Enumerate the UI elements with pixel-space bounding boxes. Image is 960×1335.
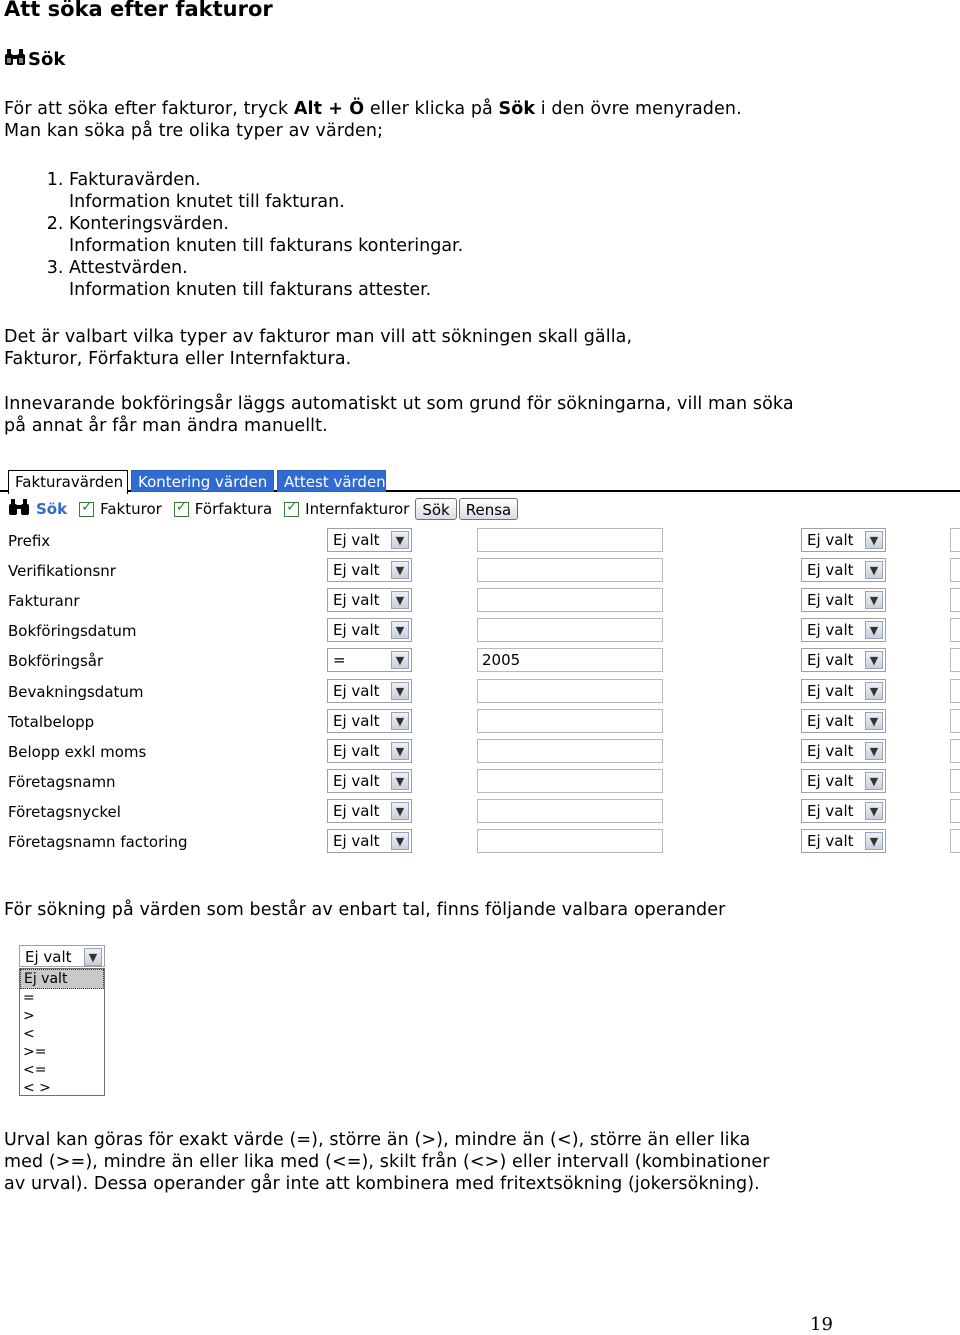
- operators-intro: För sökning på värden som består av enbart tal, finns följande valbara operander: [4, 900, 726, 920]
- operator-select-value: Ej valt: [807, 771, 854, 790]
- sok-heading: [4, 48, 65, 71]
- intro-line1: För att söka efter fakturor, tryck Alt + Ö eller klicka på Sök i den övre menyraden.: [4, 99, 742, 119]
- operator-option[interactable]: < >: [23, 1080, 51, 1096]
- operator-option[interactable]: <=: [23, 1062, 47, 1078]
- operator-option[interactable]: <: [23, 1026, 35, 1042]
- operator-select-value: =: [333, 651, 346, 670]
- operator-select[interactable]: [327, 829, 412, 853]
- operator-select-value: Ej valt: [333, 621, 380, 640]
- operator-select-value: Ej valt: [333, 711, 380, 730]
- criteria-row: [0, 829, 960, 859]
- operator-option[interactable]: =: [23, 990, 35, 1006]
- operator-select-secondary[interactable]: [801, 829, 886, 853]
- chevron-down-icon[interactable]: ▼: [865, 531, 883, 549]
- operator-select-secondary[interactable]: [801, 618, 886, 642]
- operator-select[interactable]: [327, 709, 412, 733]
- criteria-label: Prefix: [8, 532, 51, 550]
- operator-select-secondary[interactable]: [801, 528, 886, 552]
- operator-select-value: Ej valt: [333, 741, 380, 760]
- operator-select-secondary[interactable]: [801, 558, 886, 582]
- checkbox-label: Förfaktura: [194, 500, 273, 518]
- operator-select[interactable]: [327, 769, 412, 793]
- criteria-row: [0, 648, 960, 678]
- chevron-down-icon[interactable]: ▼: [391, 712, 409, 730]
- criteria-value-input-secondary[interactable]: [950, 829, 960, 853]
- clear-button[interactable]: Rensa: [459, 498, 519, 520]
- criteria-row: [0, 769, 960, 799]
- chevron-down-icon[interactable]: ▼: [391, 621, 409, 639]
- criteria-value-input[interactable]: [477, 679, 663, 703]
- chevron-down-icon[interactable]: ▼: [391, 742, 409, 760]
- criteria-value-input-secondary[interactable]: [950, 769, 960, 793]
- chevron-down-icon[interactable]: ▼: [865, 621, 883, 639]
- checkbox-forfaktura[interactable]: [174, 502, 189, 517]
- operator-select-value: Ej valt: [333, 561, 380, 580]
- operator-select-value: Ej valt: [807, 651, 854, 670]
- operator-select[interactable]: [327, 528, 412, 552]
- operator-select[interactable]: [327, 679, 412, 703]
- criteria-value-input[interactable]: [477, 799, 663, 823]
- criteria-label: Totalbelopp: [8, 712, 95, 731]
- chevron-down-icon[interactable]: ▼: [865, 651, 883, 669]
- operator-option[interactable]: >: [23, 1008, 35, 1024]
- intro-line2: Man kan söka på tre olika typer av värden;: [4, 121, 384, 141]
- year-line1: Innevarande bokföringsår läggs automatiskt ut som grund för sökningarna, vill man söka: [4, 394, 794, 414]
- criteria-row: [0, 618, 960, 648]
- operator-select-value: Ej valt: [807, 561, 854, 580]
- criteria-label: Bokföringsår: [8, 652, 104, 671]
- operator-select-value: Ej valt: [807, 711, 854, 730]
- chevron-down-icon[interactable]: ▼: [391, 651, 409, 669]
- checkbox-label: Fakturor: [100, 500, 162, 518]
- criteria-row: [0, 679, 960, 709]
- operator-select[interactable]: [327, 618, 412, 642]
- criteria-value-input-secondary[interactable]: [950, 618, 960, 642]
- chevron-down-icon[interactable]: ▼: [865, 712, 883, 730]
- chevron-down-icon[interactable]: ▼: [391, 802, 409, 820]
- criteria-value-input-secondary[interactable]: [950, 679, 960, 703]
- criteria-value-input-secondary[interactable]: [950, 709, 960, 733]
- operator-select-value: Ej valt: [807, 741, 854, 760]
- criteria-label: Bevakningsdatum: [8, 682, 144, 701]
- chevron-down-icon[interactable]: ▼: [865, 772, 883, 790]
- criteria-value-input[interactable]: [477, 769, 663, 793]
- checkbox-label: Internfakturor: [305, 500, 410, 518]
- invoice-types-line2: Fakturor, Förfaktura eller Internfaktura.: [4, 349, 352, 369]
- criteria-row: [0, 799, 960, 829]
- operator-select-value: Ej valt: [333, 771, 380, 790]
- page-title: Att söka efter fakturor: [4, 0, 273, 21]
- binoculars-icon: [8, 498, 30, 520]
- criteria-value-input-secondary[interactable]: [950, 588, 960, 612]
- criteria-value-input[interactable]: [477, 588, 663, 612]
- operator-select-secondary[interactable]: [801, 588, 886, 612]
- binoculars-icon: [4, 48, 26, 71]
- final-line1: Urval kan göras för exakt värde (=), större än (>), mindre än (<), större än eller lika: [4, 1130, 751, 1150]
- operator-select-secondary[interactable]: [801, 739, 886, 763]
- operator-option[interactable]: >=: [23, 1044, 47, 1060]
- operator-select-value: Ej valt: [333, 531, 380, 549]
- operator-select-value: Ej valt: [807, 681, 854, 700]
- operator-select-value: Ej valt: [807, 801, 854, 820]
- criteria-label: Företagsnamn factoring: [8, 833, 188, 851]
- operator-select[interactable]: [19, 945, 105, 967]
- chevron-down-icon[interactable]: ▼: [865, 742, 883, 760]
- criteria-label: Verifikationsnr: [8, 562, 116, 581]
- criteria-row: [0, 558, 960, 588]
- criteria-label: Företagsnamn: [8, 772, 116, 791]
- criteria-row: [0, 528, 960, 558]
- chevron-down-icon[interactable]: ▼: [865, 682, 883, 700]
- criteria-value-input[interactable]: [477, 739, 663, 763]
- search-button[interactable]: Sök: [415, 498, 456, 520]
- final-line3: av urval). Dessa operander går inte att kombinera med fritextsökning (jokersökning).: [4, 1174, 760, 1194]
- criteria-value-input-secondary[interactable]: [950, 799, 960, 823]
- criteria-row: [0, 739, 960, 769]
- tab-kontering-varden[interactable]: Kontering värden: [131, 470, 274, 492]
- value-types-list: [0, 169, 463, 301]
- operator-select-value: Ej valt: [333, 801, 380, 820]
- operator-select-value: Ej valt: [333, 591, 380, 610]
- operator-select-secondary[interactable]: [801, 648, 886, 672]
- operator-select-value: Ej valt: [807, 591, 854, 610]
- criteria-value-input[interactable]: 2005: [477, 648, 663, 672]
- criteria-value-input-secondary[interactable]: [950, 558, 960, 582]
- criteria-label: Företagsnyckel: [8, 802, 121, 821]
- criteria-label: Fakturanr: [8, 592, 80, 611]
- operator-select-value: Ej valt: [807, 832, 854, 850]
- chevron-down-icon[interactable]: ▼: [391, 531, 409, 549]
- chevron-down-icon[interactable]: ▼: [391, 561, 409, 579]
- chevron-down-icon[interactable]: ▼: [865, 832, 883, 850]
- operator-select[interactable]: [327, 588, 412, 612]
- operator-select[interactable]: [327, 558, 412, 582]
- operator-select-secondary[interactable]: [801, 679, 886, 703]
- criteria-value-input-secondary[interactable]: [950, 528, 960, 552]
- operator-select-secondary[interactable]: [801, 769, 886, 793]
- list-item: 3. Attestvärden. Information knuten till fakturans attester.: [69, 257, 463, 301]
- checkbox-internfakturor[interactable]: [284, 502, 299, 517]
- operator-select-secondary[interactable]: [801, 799, 886, 823]
- operator-select-value: Ej valt: [807, 621, 854, 640]
- list-item: 2. Konteringsvärden. Information knuten till fakturans konteringar.: [69, 213, 463, 257]
- sok-heading-label: Sök: [28, 49, 66, 70]
- chevron-down-icon[interactable]: ▼: [391, 591, 409, 609]
- criteria-value-input[interactable]: [477, 558, 663, 582]
- chevron-down-icon[interactable]: ▼: [865, 561, 883, 579]
- invoice-types-line1: Det är valbart vilka typer av fakturor man vill att sökningen skall gälla,: [4, 327, 633, 347]
- criteria-row: [0, 709, 960, 739]
- criteria-value-input-secondary[interactable]: [950, 648, 960, 672]
- chevron-down-icon[interactable]: ▼: [391, 772, 409, 790]
- chevron-down-icon[interactable]: ▼: [865, 591, 883, 609]
- list-item: 1. Fakturavärden. Information knutet till fakturan.: [69, 169, 463, 213]
- criteria-label: Belopp exkl moms: [8, 742, 147, 761]
- criteria-label: Bokföringsdatum: [8, 622, 137, 641]
- criteria-value-input-secondary[interactable]: [950, 739, 960, 763]
- operator-dropdown[interactable]: [19, 945, 105, 1096]
- criteria-value-input[interactable]: [477, 829, 663, 853]
- operator-select-value: Ej valt: [807, 531, 854, 549]
- search-form-screenshot: [0, 462, 960, 862]
- operator-select-value: Ej valt: [333, 681, 380, 700]
- tab-fakturavarden[interactable]: Fakturavärden: [8, 470, 128, 494]
- operator-select-value: Ej valt: [25, 948, 72, 966]
- year-line2: på annat år får man ändra manuellt.: [4, 416, 328, 436]
- operator-select[interactable]: [327, 648, 412, 672]
- final-line2: med (>=), mindre än eller lika med (<=), skilt från (<>) eller intervall (kombinationer: [4, 1152, 770, 1172]
- operator-select-value: Ej valt: [333, 832, 380, 850]
- operator-options-list: [19, 968, 105, 1096]
- chevron-down-icon[interactable]: ▼: [391, 832, 409, 850]
- operator-select-secondary[interactable]: [801, 709, 886, 733]
- chevron-down-icon[interactable]: ▼: [865, 802, 883, 820]
- tab-attest-varden[interactable]: Attest värden: [277, 470, 386, 492]
- operator-select[interactable]: [327, 799, 412, 823]
- operator-select[interactable]: [327, 739, 412, 763]
- criteria-value-input[interactable]: [477, 709, 663, 733]
- checkbox-fakturor[interactable]: [79, 502, 94, 517]
- criteria-value-input[interactable]: [477, 618, 663, 642]
- criteria-row: [0, 588, 960, 618]
- operator-option[interactable]: Ej valt: [20, 969, 104, 989]
- page-number: 19: [810, 1314, 833, 1335]
- chevron-down-icon[interactable]: ▼: [84, 948, 102, 966]
- criteria-value-input[interactable]: [477, 528, 663, 552]
- chevron-down-icon[interactable]: ▼: [391, 682, 409, 700]
- toolbar-search-label[interactable]: Sök: [36, 500, 68, 518]
- search-toolbar: [8, 496, 518, 522]
